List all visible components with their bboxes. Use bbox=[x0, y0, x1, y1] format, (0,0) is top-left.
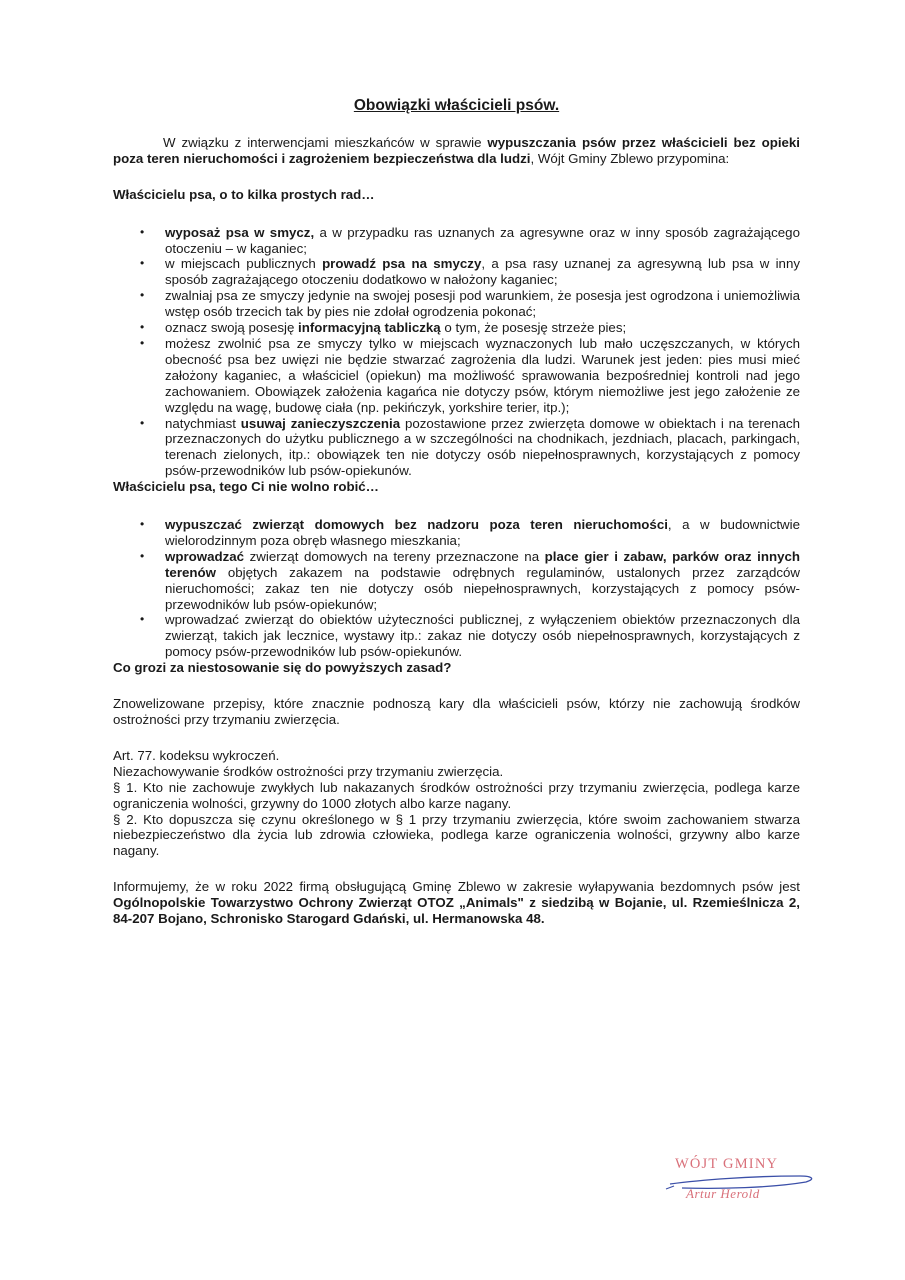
advice-item-bold: informacyjną tabliczką bbox=[298, 320, 441, 336]
forbidden-heading: Właścicielu psa, tego Ci nie wolno robić… bbox=[113, 479, 379, 495]
signature-name: Artur Herold bbox=[686, 1186, 760, 1201]
bullet-icon: • bbox=[140, 517, 145, 532]
bullet-icon: • bbox=[140, 335, 145, 350]
list-item bbox=[113, 288, 800, 320]
bullet-icon: • bbox=[140, 548, 145, 563]
list-item bbox=[113, 416, 800, 480]
document-page bbox=[113, 98, 800, 927]
forbidden-item-text: , a w budownictwie wielorodzinnym poza obręb własnego mieszkania; bbox=[165, 517, 800, 548]
intro-paragraph bbox=[113, 135, 800, 167]
advice-heading: Właścicielu psa, o to kilka prostych rad… bbox=[113, 186, 375, 202]
info-text: Informujemy, że w roku 2022 firmą obsługującą Gminę Zblewo w zakresie wyłapywania bezdomnych psów jest bbox=[113, 879, 800, 895]
article-paragraph-1: § 1. Kto nie zachowuje zwykłych lub nakazanych środków ostrożności przy trzymaniu zwierzęcia, podlega karze ograniczenia wolności, grzywny do 1000 złotych albo karze nagany. bbox=[113, 779, 800, 811]
info-bold-text: Ogólnopolskie Towarzystwo Ochrony Zwierząt OTOZ „Animals" z siedzibą w Bojanie, ul. Rzemieślnicza 2, 84-207 Bojano, Schronisko Starogard Gdański, ul. Hermanowska 48. bbox=[113, 895, 800, 927]
advice-item-text: oznacz swoją posesję bbox=[165, 320, 299, 336]
forbidden-item-bold: wypuszczać zwierząt domowych bez nadzoru poza teren nieruchomości bbox=[165, 517, 668, 533]
advice-item-text: natychmiast bbox=[165, 415, 241, 431]
article-title: Art. 77. kodeksu wykroczeń. bbox=[113, 747, 280, 763]
advice-item-bold: usuwaj zanieczyszczenia bbox=[240, 415, 401, 431]
signature-title: WÓJT GMINY bbox=[675, 1156, 779, 1172]
advice-item-text: a w przypadku ras uznanych za agresywne oraz w inny sposób zagrażającego otoczeniu – w kaganiec; bbox=[165, 224, 800, 256]
intro-bold-text: wypuszczania psów przez właścicieli bez opieki poza teren nieruchomości i zagrożeniem bezpieczeństwa dla ludzi bbox=[113, 134, 800, 166]
forbidden-item-bold: place gier i zabaw, parków oraz innych terenów bbox=[165, 548, 800, 580]
forbidden-list bbox=[113, 517, 800, 660]
bullet-icon: • bbox=[140, 415, 145, 430]
article-paragraph-2: § 2. Kto dopuszcza się czynu określonego w § 1 przy trzymaniu zwierzęcia, które swoim zachowaniem stwarza niebezpieczeństwo dla życia lub zdrowia człowieka, podlega karze ograniczenia wolności, grzywny albo karze nagany. bbox=[113, 811, 800, 859]
advice-list bbox=[113, 225, 800, 480]
list-item bbox=[113, 336, 800, 416]
article-subtitle: Niezachowywanie środków ostrożności przy trzymaniu zwierzęcia. bbox=[113, 763, 504, 779]
advice-item-text: , a psa rasy uznanej za agresywną lub psa w inny sposób zagrażającego otoczeniu dodatkowo w nałożony kaganiec; bbox=[165, 256, 800, 288]
intro-text-end: , Wójt Gminy Zblewo przypomina: bbox=[530, 150, 730, 166]
bullet-icon: • bbox=[140, 224, 145, 239]
list-item bbox=[113, 256, 800, 288]
forbidden-item-text: wprowadzać zwierząt do obiektów użyteczności publicznej, z wyłączeniem obiektów przeznaczonych dla zwierząt, takich jak lecznice, wystawy itp.: zakaz nie dotyczy osób niepełnosprawnych, korzystających z pomocy psów-przewodników lub psów-opiekunów. bbox=[165, 612, 800, 660]
list-item bbox=[113, 320, 800, 336]
forbidden-item-text: objętych zakazem na podstawie odrębnych regulaminów, ustalonych przez zarządców nieruchomości; zakaz ten nie dotyczy osób niepełnosprawnych, korzystających z pomocy psów-przewodników lub psów-opiekunów; bbox=[165, 564, 800, 612]
penalty-heading: Co grozi za niestosowanie się do powyższych zasad? bbox=[113, 660, 452, 676]
article-block bbox=[113, 748, 800, 859]
bullet-icon: • bbox=[140, 256, 145, 271]
list-item bbox=[113, 225, 800, 257]
advice-item-text: pozostawione przez zwierzęta domowe w obiektach i na terenach przeznaczonych do użytku publicznego a w szczególności na chodnikach, jezdniach, placach, parkingach, terenach zielonych, itp.: obowiązek ten nie dotyczy osób niepełnosprawnych, korzystających z pomocy psów-przewodników lub psów-opiekunów. bbox=[165, 415, 801, 479]
advice-item-text: zwalniaj psa ze smyczy jedynie na swojej posesji pod warunkiem, że posesja jest ogrodzona i uniemożliwia wstęp osób trzecich tak by pies nie zdołał ogrodzenia pokonać; bbox=[165, 288, 800, 320]
bullet-icon: • bbox=[140, 320, 145, 335]
intro-text: W związku z interwencjami mieszkańców w sprawie bbox=[163, 134, 488, 150]
penalty-intro: Znowelizowane przepisy, które znacznie podnoszą kary dla właścicieli psów, którzy nie zachowują środków ostrożności przy trzymaniu zwierzęcia. bbox=[113, 696, 800, 727]
advice-item-bold: wyposaż psa w smycz, bbox=[165, 224, 315, 240]
advice-item-text: o tym, że posesję strzeże pies; bbox=[440, 320, 627, 336]
list-item bbox=[113, 549, 800, 613]
forbidden-item-bold: wprowadzać bbox=[165, 548, 245, 564]
list-item bbox=[113, 517, 800, 549]
forbidden-item-text: zwierząt domowych na tereny przeznaczone na bbox=[244, 548, 545, 564]
info-paragraph bbox=[113, 879, 800, 927]
advice-item-text: w miejscach publicznych bbox=[165, 256, 323, 272]
list-item bbox=[113, 612, 800, 660]
advice-item-bold: prowadź psa na smyczy bbox=[322, 256, 482, 272]
bullet-icon: • bbox=[140, 612, 145, 627]
document-title: Obowiązki właścicieli psów. bbox=[353, 97, 560, 114]
bullet-icon: • bbox=[140, 288, 145, 303]
advice-item-text: możesz zwolnić psa ze smyczy tylko w miejscach wyznaczonych lub mało uczęszczanych, w których obecność psa bez uwięzi nie będzie stwarzać zagrożenia dla ludzi. Warunek jest jeden: pies musi mieć założony kaganiec, a właściciel (opiekun) ma możliwość sprawowania bezpośredniej kontroli nad jego zachowaniem. Obowiązek założenia kagańca nie dotyczy psów, którym niemożliwe jest jego założenie ze względu na wagę, budowę ciała (np. pekińczyk, yorkshire terier, itp.); bbox=[165, 335, 800, 415]
signature-stamp bbox=[660, 1152, 820, 1212]
